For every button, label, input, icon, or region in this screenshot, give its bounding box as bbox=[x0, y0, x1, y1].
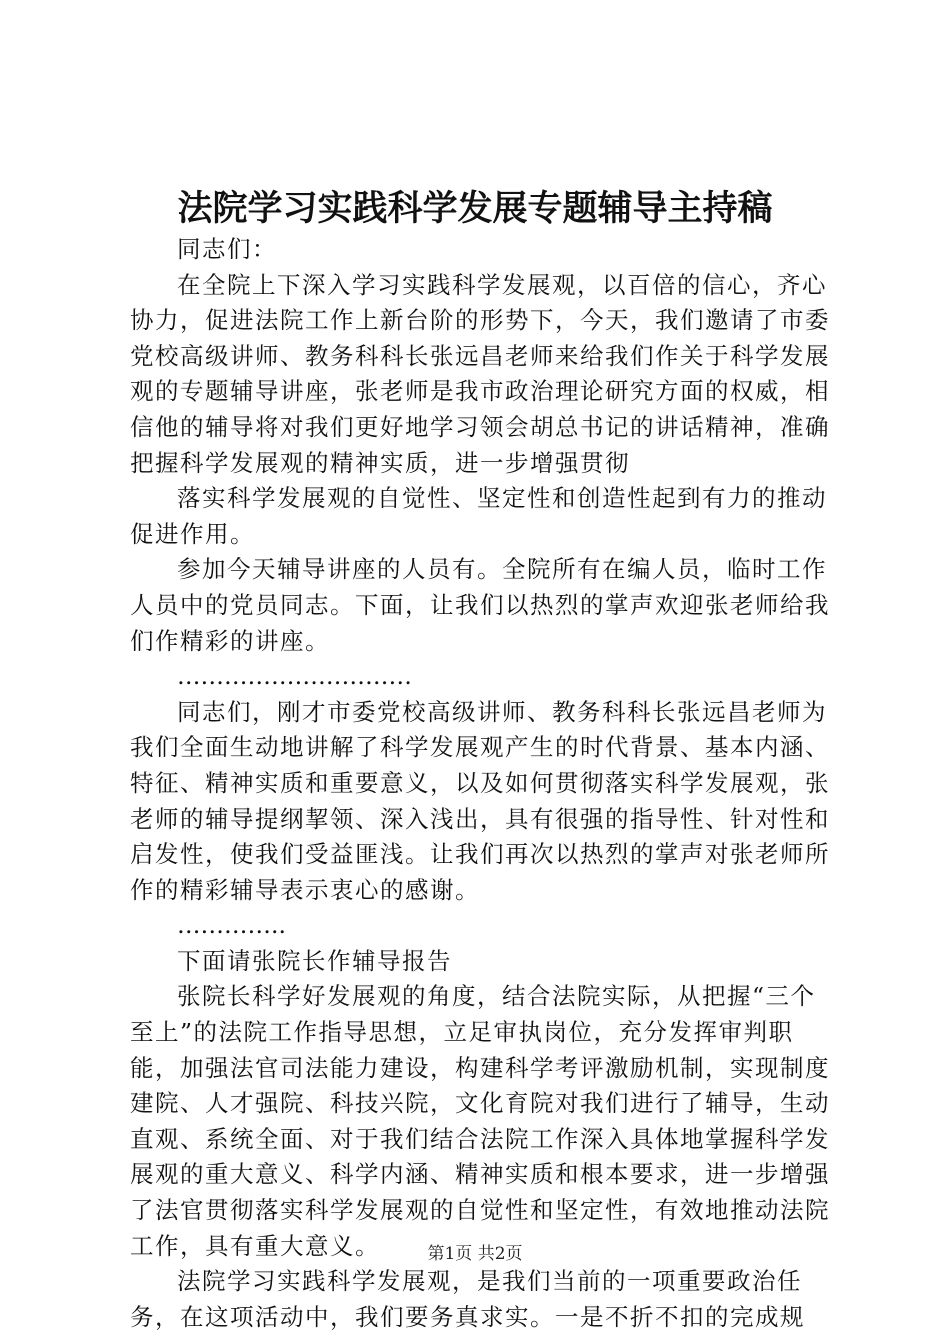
paragraph-intro-continued: 落实科学发展观的自觉性、坚定性和创造性起到有力的推动促进作用。 bbox=[130, 484, 827, 548]
ellipsis-separator: ………….. bbox=[177, 911, 286, 940]
ellipsis-separator: ………………………… bbox=[177, 662, 412, 691]
salutation: 同志们： bbox=[177, 235, 277, 263]
paragraph-thanks: 同志们，刚才市委党校高级讲师、教务科科长张远昌老师为我们全面生动地讲解了科学发展观产生的时代背景、基本内涵、特征、精神实质和重要意义，以及如何贯彻落实科学发展观，张老师的辅导提纲挈领、深入浅出，具有很强的指导性、针对性和启发性，使我们受益匪浅。让我们再次以热烈的掌声对张老师所作的精彩辅导表示衷心的感谢。 bbox=[130, 697, 830, 904]
paragraph-summary: 张院长科学好发展观的角度，结合法院实际，从把握“三个至上”的法院工作指导思想，立足审执岗位，充分发挥审判职能，加强法官司法能力建设，构建科学考评激励机制，实现制度建院、人才强院、科技兴院，文化育院对我们进行了辅导，生动直观、系统全面、对于我们结合法院工作深入具体地掌握科学发展观的重大意义、科学内涵、精神实质和根本要求，进一步增强了法官贯彻落实科学发展观的自觉性和坚定性，有效地推动法院工作，具有重大意义。 bbox=[130, 982, 830, 1260]
paragraph-task: 法院学习实践科学发展观，是我们当前的一项重要政治任务，在这项活动中，我们要务真求实。一是不折不扣的完成规 bbox=[130, 1267, 805, 1331]
page-number-footer: 第1页 共2页 bbox=[427, 1244, 523, 1264]
document-title: 法院学习实践科学发展专题辅导主持稿 bbox=[177, 188, 773, 229]
paragraph-attendees: 参加今天辅导讲座的人员有。全院所有在编人员，临时工作人员中的党员同志。下面，让我们以热烈的掌声欢迎张老师给我们作精彩的讲座。 bbox=[130, 555, 830, 655]
document-body bbox=[130, 232, 830, 1335]
paragraph-intro: 在全院上下深入学习实践科学发展观，以百倍的信心，齐心协力，促进法院工作上新台阶的形势下，今天，我们邀请了市委党校高级讲师、教务科科长张远昌老师来给我们作关于科学发展观的专题辅导讲座，张老师是我市政治理论研究方面的权威，相信他的辅导将对我们更好地学习领会胡总书记的讲话精神，准确把握科学发展观的精神实质，进一步增强贯彻 bbox=[130, 270, 830, 477]
paragraph-next-speaker: 下面请张院长作辅导报告 bbox=[177, 946, 452, 975]
